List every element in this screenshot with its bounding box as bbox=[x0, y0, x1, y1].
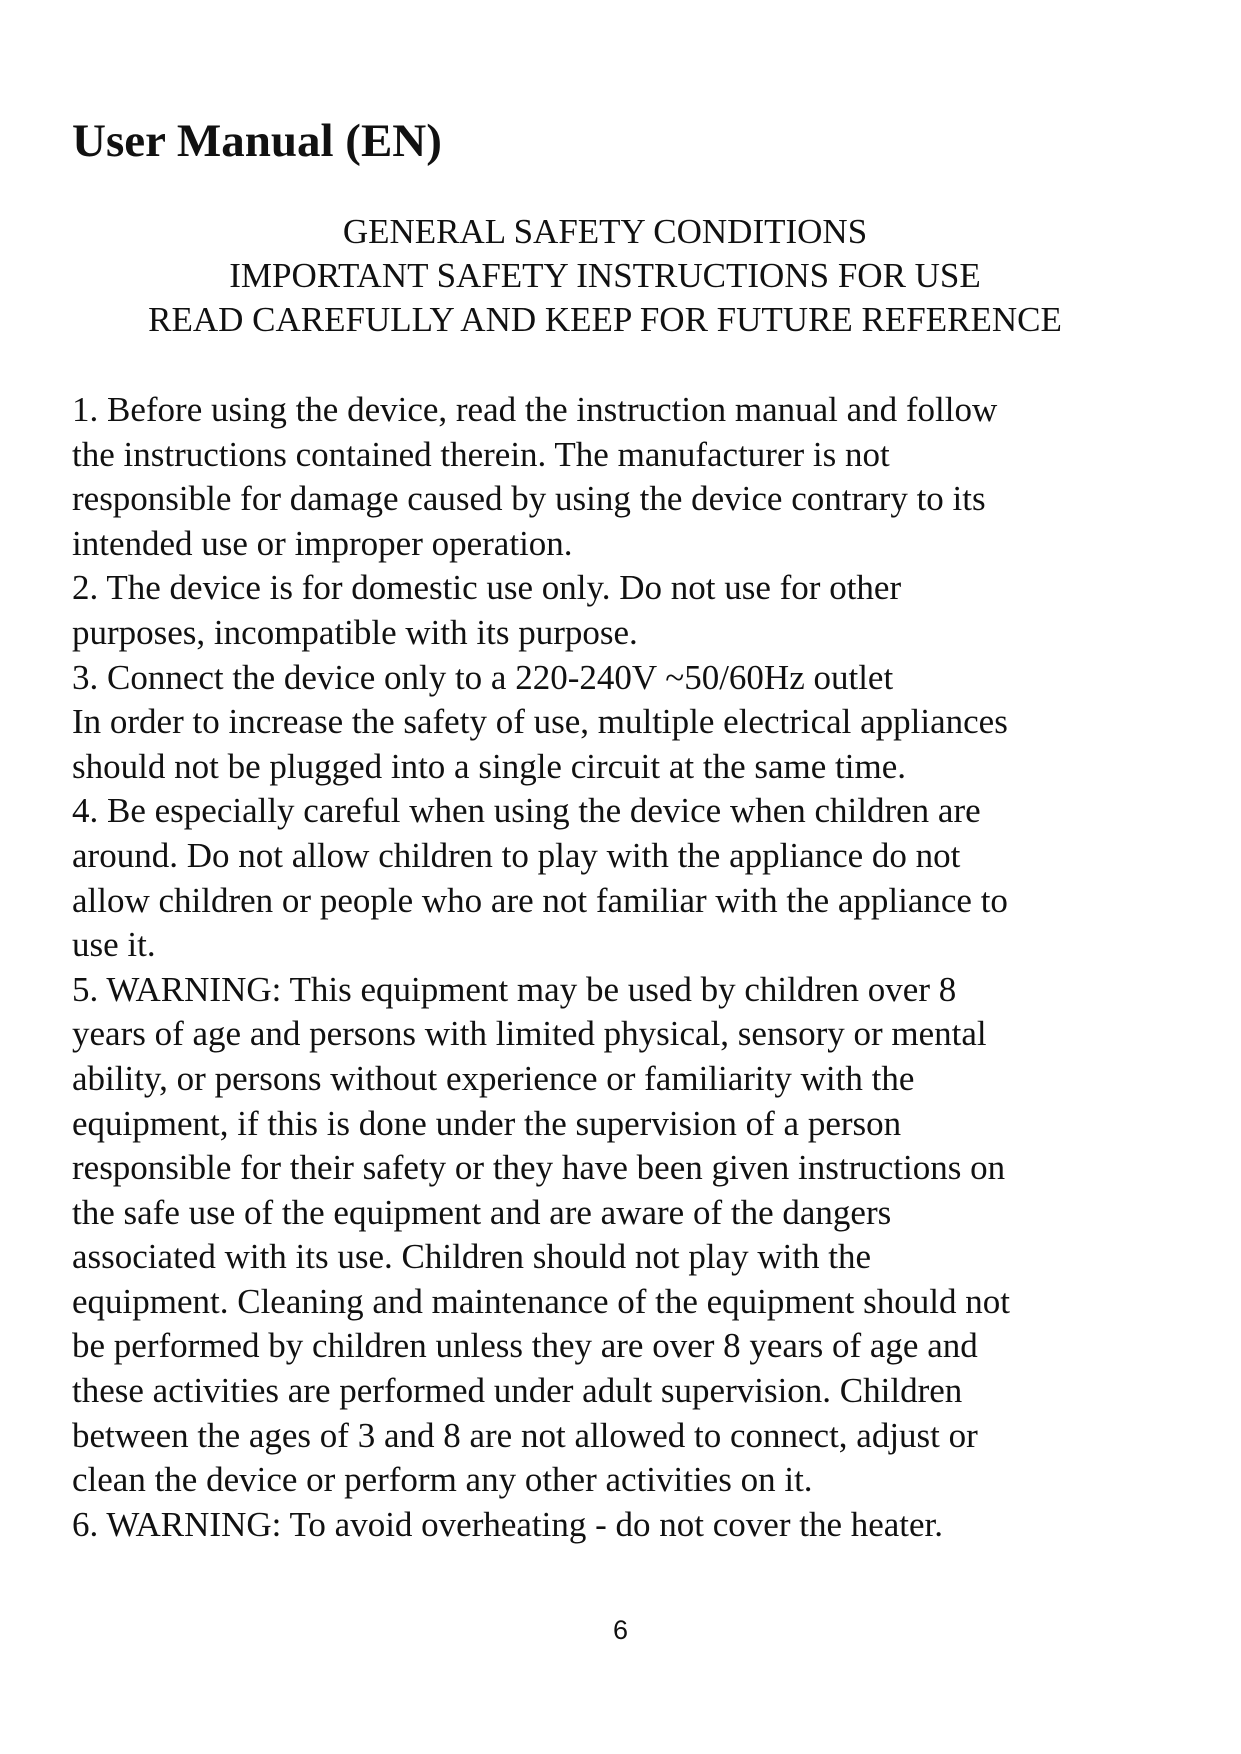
text-line: allow children or people who are not familiar with the appliance to bbox=[72, 880, 1008, 920]
text-line: equipment, if this is done under the supervision of a person bbox=[72, 1103, 902, 1143]
heading-read-carefully: READ CAREFULLY AND KEEP FOR FUTURE REFERENCE bbox=[148, 300, 1062, 339]
text-line: should not be plugged into a single circuit at the same time. bbox=[72, 746, 906, 786]
heading-important-instructions: IMPORTANT SAFETY INSTRUCTIONS FOR USE bbox=[229, 256, 981, 295]
text-line: the instructions contained therein. The manufacturer is not bbox=[72, 434, 890, 474]
text-line: 3. Connect the device only to a 220-240V ~50/60Hz outlet bbox=[72, 657, 894, 697]
text-line: clean the device or perform any other activities on it. bbox=[72, 1460, 813, 1500]
safety-headings bbox=[72, 210, 1138, 342]
safety-instructions-body bbox=[72, 388, 1152, 1547]
text-line: associated with its use. Children should not play with the bbox=[72, 1237, 872, 1277]
text-line: use it. bbox=[72, 925, 156, 965]
text-line: be performed by children unless they are over 8 years of age and bbox=[72, 1326, 978, 1366]
text-line: responsible for their safety or they have been given instructions on bbox=[72, 1148, 1006, 1188]
text-line: the safe use of the equipment and are aware of the dangers bbox=[72, 1192, 892, 1232]
text-line: In order to increase the safety of use, multiple electrical appliances bbox=[72, 702, 1008, 742]
text-line: intended use or improper operation. bbox=[72, 523, 573, 563]
text-line: years of age and persons with limited physical, sensory or mental bbox=[72, 1014, 987, 1054]
heading-general-safety: GENERAL SAFETY CONDITIONS bbox=[342, 212, 868, 251]
page-title: User Manual (EN) bbox=[72, 115, 442, 167]
text-line: around. Do not allow children to play with the appliance do not bbox=[72, 835, 961, 875]
text-line: responsible for damage caused by using the device contrary to its bbox=[72, 479, 986, 519]
text-line: ability, or persons without experience or familiarity with the bbox=[72, 1058, 915, 1098]
page-number: 6 bbox=[612, 1615, 629, 1645]
text-line: 6. WARNING: To avoid overheating - do not cover the heater. bbox=[72, 1504, 944, 1544]
text-line: 4. Be especially careful when using the device when children are bbox=[72, 791, 981, 831]
text-line: equipment. Cleaning and maintenance of the equipment should not bbox=[72, 1281, 1010, 1321]
text-line: purposes, incompatible with its purpose. bbox=[72, 612, 638, 652]
text-line: 1. Before using the device, read the instruction manual and follow bbox=[72, 390, 998, 429]
text-line: 5. WARNING: This equipment may be used by children over 8 bbox=[72, 969, 957, 1009]
text-line: these activities are performed under adult supervision. Children bbox=[72, 1371, 963, 1411]
text-line: between the ages of 3 and 8 are not allowed to connect, adjust or bbox=[72, 1415, 978, 1455]
text-line: 2. The device is for domestic use only. Do not use for other bbox=[72, 568, 902, 608]
